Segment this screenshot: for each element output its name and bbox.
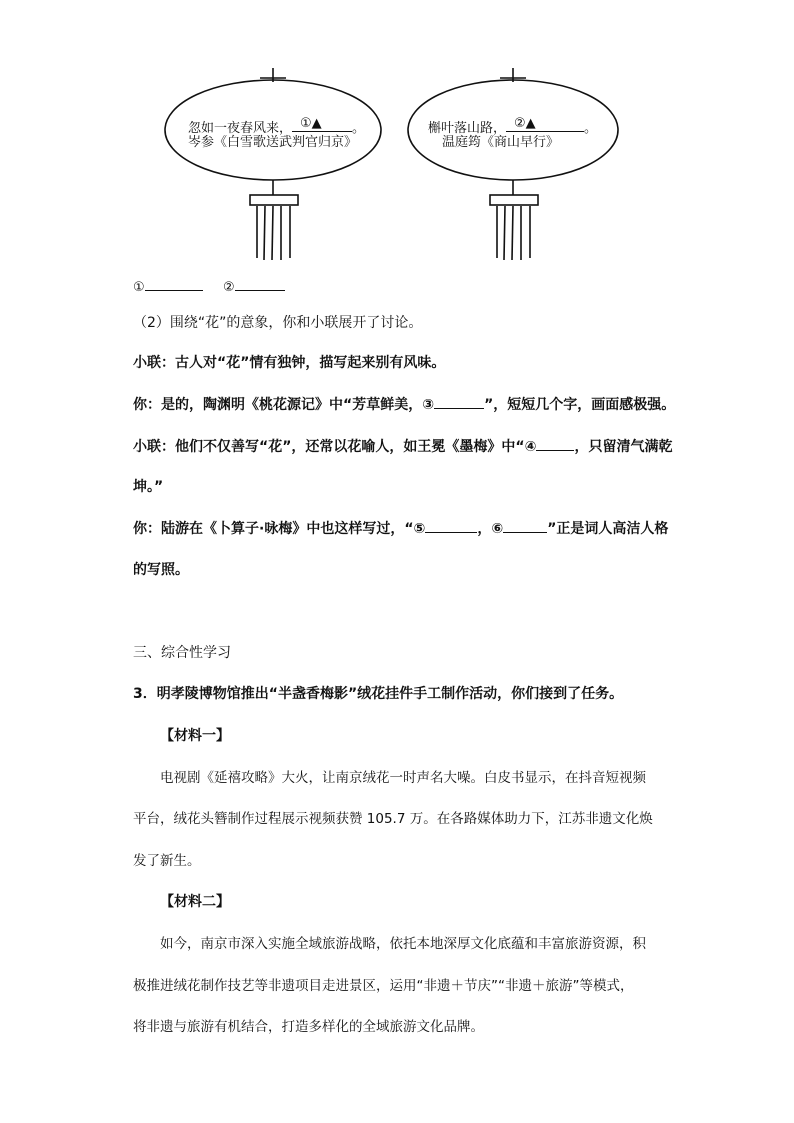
q2-line-2: 你：是的，陶渊明《桃花源记》中“芳草鲜美，③ ”，短短几个字，画面感极强。: [133, 394, 675, 415]
lantern-1-drawing: [160, 60, 390, 265]
lantern-2-marker: ②▲: [514, 116, 536, 131]
blank-5[interactable]: [425, 518, 477, 533]
lantern-1-line-2: 岑参《白雪歌送武判官归京》: [188, 135, 358, 150]
material-1-line-2: 平台，绒花头簪制作过程展示视频获赞 105.7 万。在各路媒体助力下，江苏非遗文化焕: [133, 811, 653, 827]
material-2-line-3: 将非遗与旅游有机结合，打造多样化的全域旅游文化品牌。: [133, 1019, 484, 1035]
q3-prompt: 3．明孝陵博物馆推出“半盏香梅影”绒花挂件手工制作活动，你们接到了任务。: [133, 686, 624, 702]
answer-row: ① ②: [133, 276, 285, 298]
lantern-1-verse: 忽如一夜春风来，: [188, 121, 293, 136]
lantern-2-line-1: 槲叶落山路， ②▲ 。: [428, 116, 598, 136]
lantern-2-blank: [506, 117, 584, 132]
lantern-1-blank: [292, 117, 352, 132]
material-2-title: 【材料二】: [160, 894, 230, 910]
lantern-1-line-1: 忽如一夜春风来， ①▲ 。: [188, 116, 366, 136]
answer-2-blank[interactable]: [235, 276, 285, 291]
answer-1-blank[interactable]: [145, 276, 203, 291]
q2-intro: （2）围绕“花”的意象，你和小联展开了讨论。: [133, 315, 423, 331]
lantern-2-verse: 槲叶落山路，: [428, 121, 507, 136]
material-1-line-3: 发了新生。: [133, 853, 201, 869]
material-2-line-2: 极推进绒花制作技艺等非遗项目走进景区，运用“非遗＋节庆”“非遗＋旅游”等模式，: [133, 978, 634, 994]
q2-line-1: 小联：古人对“花”情有独钟，描写起来别有风味。: [133, 355, 446, 371]
lantern-2: [400, 60, 630, 265]
blank-3[interactable]: [434, 394, 484, 409]
material-1-title: 【材料一】: [160, 728, 230, 744]
q2-line-3: 小联：他们不仅善写“花”，还常以花喻人，如王冕《墨梅》中“④ ，只留清气满乾: [133, 436, 672, 457]
blank-4[interactable]: [536, 436, 574, 451]
q2-line-5: 你：陆游在《卜算子·咏梅》中也这样写过，“⑤ ，⑥ ”正是词人高洁人格: [133, 518, 668, 539]
material-2-line-1: 如今，南京市深入实施全域旅游战略，依托本地深厚文化底蕴和丰富旅游资源，积: [160, 936, 646, 952]
section-3-heading: 三、综合性学习: [133, 645, 231, 661]
material-1-line-1: 电视剧《延禧攻略》大火，让南京绒花一时声名大噪。白皮书显示，在抖音短视频: [160, 770, 646, 786]
lantern-2-line-2: 温庭筠《商山早行》: [442, 135, 560, 150]
q2-line-4: 坤。”: [133, 479, 164, 495]
blank-6[interactable]: [503, 518, 547, 533]
q2-line-6: 的写照。: [133, 562, 189, 578]
lantern-1-marker: ①▲: [300, 116, 322, 131]
lantern-2-drawing: [400, 60, 630, 265]
lantern-1: [160, 60, 390, 265]
